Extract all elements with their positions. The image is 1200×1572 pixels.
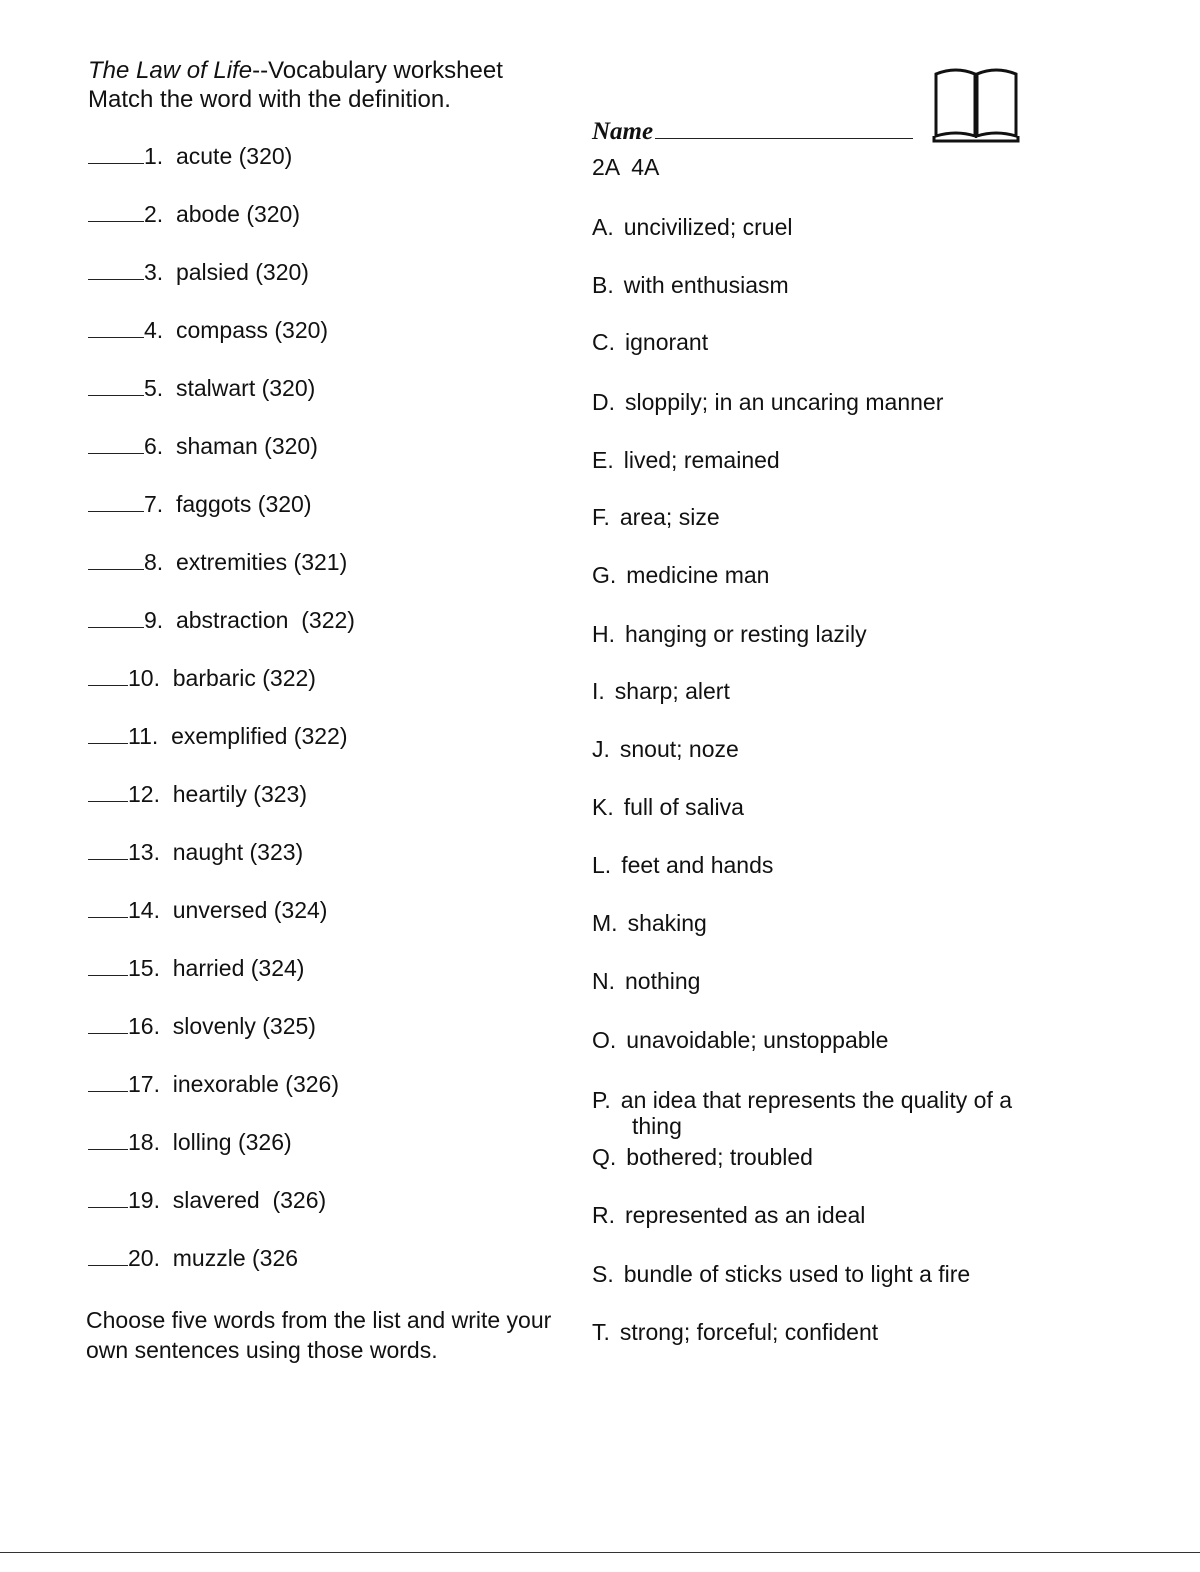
- definition-item: [592, 1087, 1072, 1139]
- class-codes: 2A 4A: [592, 154, 660, 180]
- word-item: [88, 664, 316, 692]
- definition-text: bundle of sticks used to light a fire: [623, 1261, 971, 1287]
- bottom-rule: [0, 1552, 1200, 1553]
- word-text: acute (320): [175, 143, 293, 169]
- answer-blank[interactable]: [88, 1189, 128, 1208]
- definition-item: [592, 910, 1072, 936]
- word-item: [88, 316, 328, 344]
- worksheet-title: [88, 56, 503, 85]
- word-item: [88, 896, 327, 924]
- word-text: naught (323): [172, 839, 304, 865]
- definition-text: sharp; alert: [614, 678, 730, 704]
- answer-blank[interactable]: [88, 1247, 128, 1266]
- definition-text: snout; noze: [619, 736, 739, 762]
- definition-text: nothing: [625, 968, 701, 994]
- word-item: [88, 838, 303, 866]
- word-text: faggots (320): [175, 491, 312, 517]
- definition-item: [592, 968, 1072, 994]
- definition-letter: G.: [592, 562, 617, 588]
- definition-item: [592, 214, 1072, 240]
- word-text: stalwart (320): [175, 375, 316, 401]
- word-number: 14.: [128, 897, 160, 923]
- word-number: 18.: [128, 1129, 160, 1155]
- word-text: barbaric (322): [172, 665, 316, 691]
- word-text: harried (324): [172, 955, 305, 981]
- definition-text: an idea that represents the quality of a: [620, 1087, 1013, 1113]
- definition-item: [592, 1144, 1072, 1170]
- name-label: Name: [592, 118, 654, 145]
- definition-letter: B.: [592, 272, 614, 298]
- definition-text: bothered; troubled: [626, 1144, 813, 1170]
- definition-text: shaking: [627, 910, 707, 936]
- definition-letter: J.: [592, 736, 610, 762]
- word-text: compass (320): [175, 317, 329, 343]
- definition-letter: P.: [592, 1087, 611, 1113]
- definition-item: [592, 621, 1072, 647]
- definition-item: [592, 736, 1072, 762]
- definition-text: area; size: [619, 504, 720, 530]
- word-item: [88, 1012, 316, 1040]
- definition-letter: M.: [592, 910, 618, 936]
- definition-letter: D.: [592, 389, 615, 415]
- definition-text: unavoidable; unstoppable: [626, 1027, 889, 1053]
- definition-item: [592, 678, 1072, 704]
- word-number: 12.: [128, 781, 160, 807]
- answer-blank[interactable]: [88, 609, 144, 628]
- answer-blank[interactable]: [88, 551, 144, 570]
- word-item: [88, 258, 309, 286]
- definition-item: [592, 1202, 1072, 1228]
- word-item: [88, 374, 315, 402]
- definition-item: [592, 852, 1072, 878]
- word-number: 6.: [144, 433, 164, 459]
- definition-text: represented as an ideal: [625, 1202, 866, 1228]
- definition-letter: K.: [592, 794, 614, 820]
- definition-letter: N.: [592, 968, 615, 994]
- closing-instruction: Choose five words from the list and write your own sentences using those words.: [86, 1307, 552, 1363]
- word-text: muzzle (326: [172, 1245, 299, 1271]
- word-item: [88, 1128, 292, 1156]
- word-item: [88, 722, 347, 750]
- definition-text: ignorant: [625, 329, 709, 355]
- definition-item: [592, 1261, 1072, 1287]
- word-text: abode (320): [175, 201, 301, 227]
- word-text: palsied (320): [175, 259, 309, 285]
- answer-blank[interactable]: [88, 1015, 128, 1034]
- word-text: extremities (321): [175, 549, 348, 575]
- word-number: 15.: [128, 955, 160, 981]
- worksheet-header: [88, 56, 503, 114]
- definition-letter: H.: [592, 621, 615, 647]
- definition-letter: F.: [592, 504, 610, 530]
- definition-text: medicine man: [626, 562, 770, 588]
- answer-blank[interactable]: [88, 493, 144, 512]
- answer-blank[interactable]: [88, 725, 128, 744]
- word-number: 13.: [128, 839, 160, 865]
- word-item: [88, 200, 300, 228]
- word-item: [88, 1186, 326, 1214]
- word-number: 7.: [144, 491, 164, 517]
- word-item: [88, 954, 304, 982]
- definition-item: [592, 389, 1072, 415]
- word-number: 3.: [144, 259, 164, 285]
- definition-text: uncivilized; cruel: [623, 214, 793, 240]
- definition-item: [592, 329, 1072, 355]
- answer-blank[interactable]: [88, 435, 144, 454]
- word-text: heartily (323): [172, 781, 307, 807]
- definition-letter: E.: [592, 447, 614, 473]
- answer-blank[interactable]: [88, 899, 128, 918]
- open-book-icon: [932, 64, 1020, 144]
- word-item: [88, 1244, 298, 1272]
- definition-text: hanging or resting lazily: [625, 621, 867, 647]
- answer-blank[interactable]: [88, 145, 144, 164]
- definition-text: full of saliva: [623, 794, 744, 820]
- word-number: 11.: [128, 723, 159, 749]
- answer-blank[interactable]: [88, 203, 144, 222]
- title-suffix: --Vocabulary worksheet: [252, 57, 503, 84]
- word-text: slovenly (325): [172, 1013, 316, 1039]
- word-text: abstraction (322): [175, 607, 355, 633]
- word-text: inexorable (326): [172, 1071, 339, 1097]
- definition-item: [592, 272, 1072, 298]
- answer-blank[interactable]: [88, 1131, 128, 1150]
- word-number: 8.: [144, 549, 164, 575]
- word-item: [88, 490, 312, 518]
- definition-letter: A.: [592, 214, 614, 240]
- story-title: The Law of Life: [88, 57, 253, 84]
- definition-letter: S.: [592, 1261, 614, 1287]
- answer-blank[interactable]: [88, 783, 128, 802]
- word-text: exemplified (322): [171, 723, 348, 749]
- word-item: [88, 780, 307, 808]
- answer-blank[interactable]: [88, 261, 144, 280]
- word-number: 1.: [144, 143, 164, 169]
- answer-blank[interactable]: [88, 1073, 128, 1092]
- definition-item: [592, 447, 1072, 473]
- word-item: [88, 606, 355, 634]
- definition-letter: T.: [592, 1319, 610, 1345]
- word-number: 4.: [144, 317, 164, 343]
- definition-text: with enthusiasm: [623, 272, 789, 298]
- definition-item: [592, 1027, 1072, 1053]
- word-text: unversed (324): [172, 897, 328, 923]
- definition-letter: I.: [592, 678, 605, 704]
- word-item: [88, 432, 318, 460]
- definition-item: [592, 562, 1072, 588]
- definition-letter: C.: [592, 329, 615, 355]
- definition-continuation: thing: [632, 1113, 682, 1139]
- answer-blank[interactable]: [88, 957, 128, 976]
- definition-text: sloppily; in an uncaring manner: [625, 389, 944, 415]
- word-text: shaman (320): [175, 433, 318, 459]
- word-item: [88, 1070, 339, 1098]
- word-text: lolling (326): [172, 1129, 292, 1155]
- definition-item: [592, 794, 1072, 820]
- definition-letter: L.: [592, 852, 612, 878]
- definition-letter: O.: [592, 1027, 617, 1053]
- word-number: 17.: [128, 1071, 160, 1097]
- word-item: [88, 142, 292, 170]
- definition-text: strong; forceful; confident: [619, 1319, 879, 1345]
- definition-item: [592, 1319, 1072, 1345]
- word-number: 2.: [144, 201, 164, 227]
- answer-blank[interactable]: [88, 667, 128, 686]
- word-number: 19.: [128, 1187, 160, 1213]
- word-item: [88, 548, 347, 576]
- match-instruction: Match the word with the definition.: [88, 86, 451, 113]
- answer-blank[interactable]: [88, 841, 128, 860]
- definition-text: feet and hands: [621, 852, 774, 878]
- answer-blank[interactable]: [88, 377, 144, 396]
- definition-letter: Q.: [592, 1144, 617, 1170]
- word-text: slavered (326): [172, 1187, 327, 1213]
- definition-letter: R.: [592, 1202, 615, 1228]
- word-number: 16.: [128, 1013, 160, 1039]
- word-number: 5.: [144, 375, 164, 401]
- name-field[interactable]: [592, 118, 913, 146]
- word-number: 9.: [144, 607, 164, 633]
- word-number: 20.: [128, 1245, 160, 1271]
- definition-text: lived; remained: [623, 447, 780, 473]
- name-line[interactable]: [655, 120, 913, 139]
- word-number: 10.: [128, 665, 160, 691]
- answer-blank[interactable]: [88, 319, 144, 338]
- definition-item: [592, 504, 1072, 530]
